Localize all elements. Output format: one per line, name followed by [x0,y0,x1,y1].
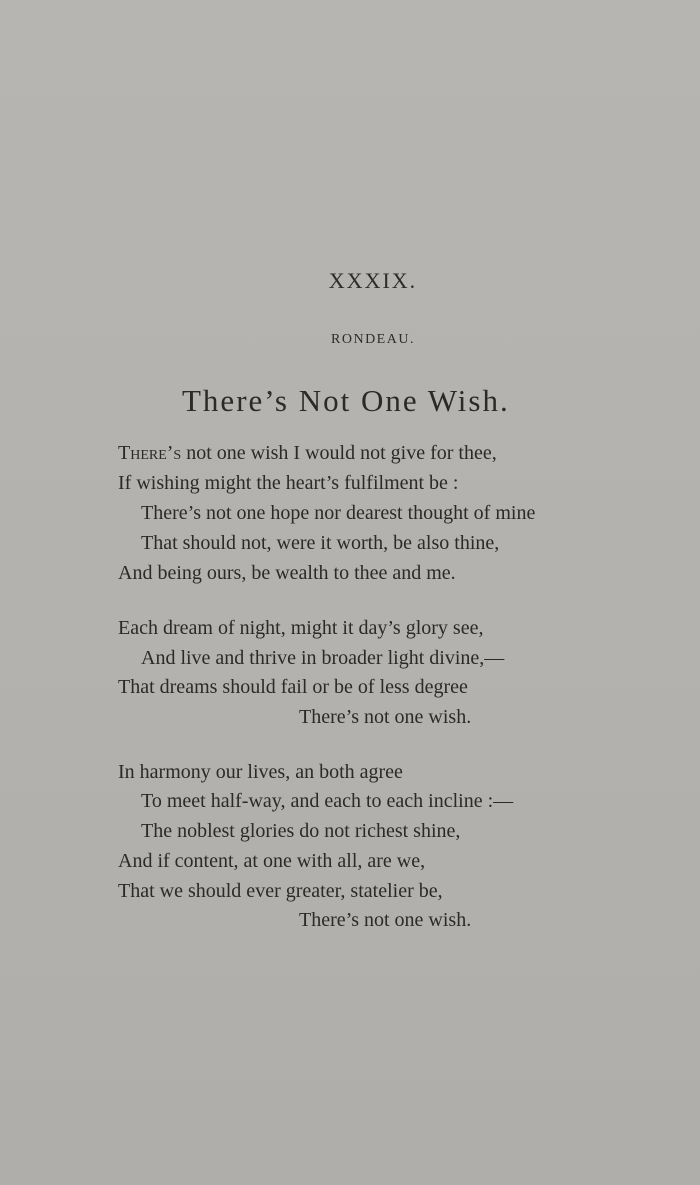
poem-line: That should not, were it worth, be also thine, [141,532,500,554]
poem-line-text: not one wish I would not give for thee, [181,442,497,464]
poem-line: The noblest glories do not richest shine, [141,820,461,842]
poem-line: Each dream of night, might it day’s glory see, [118,617,484,639]
poem-line: That dreams should fail or be of less degree [118,676,468,698]
poem-line: And live and thrive in broader light divine,— [141,647,505,669]
opening-word: There’s [118,442,182,464]
poem-refrain: There’s not one wish. [299,706,472,728]
poem-line [118,442,497,465]
poem-line: And if content, at one with all, are we, [118,850,426,872]
poem-line: And being ours, be wealth to thee and me. [118,562,456,584]
poem-line: In harmony our lives, an both agree [118,761,403,783]
poem-title: There’s Not One Wish. [182,383,510,418]
poem-line: To meet half-way, and each to each incline :— [141,790,514,812]
poem-form: RONDEAU. [331,332,415,347]
poem-line: If wishing might the heart’s fulfilment be : [118,472,459,494]
poem-line: That we should ever greater, statelier be, [118,880,443,902]
poem-refrain: There’s not one wish. [299,909,472,931]
poem-number: XXXIX. [328,268,418,293]
poem-line: There’s not one hope nor dearest thought of mine [141,502,536,524]
